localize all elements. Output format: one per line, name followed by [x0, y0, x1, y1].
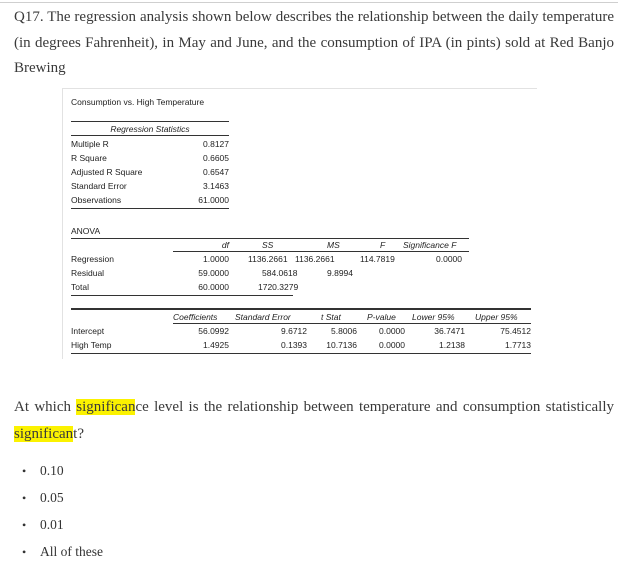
anova-cell: 59.0000 — [198, 268, 229, 278]
stat-label: Adjusted R Square — [71, 167, 143, 177]
anova-cell: 60.0000 — [198, 282, 229, 292]
bullet-icon: • — [22, 518, 27, 532]
stat-label: Observations — [71, 195, 122, 205]
anova-cell: 9.8994 — [327, 268, 353, 278]
regression-output-table — [62, 88, 537, 359]
anova-header: Significance F — [403, 240, 457, 250]
coef-cell: 75.4512 — [500, 326, 531, 336]
bullet-icon: • — [22, 464, 27, 478]
stat-value: 3.1463 — [203, 181, 229, 191]
coef-row-label: High Temp — [71, 340, 112, 350]
stat-label: Standard Error — [71, 181, 127, 191]
stat-value: 61.0000 — [198, 195, 229, 205]
coef-header: Coefficients — [173, 312, 218, 322]
bullet-icon: • — [22, 545, 27, 559]
bullet-icon: • — [22, 491, 27, 505]
anova-cell: 1136.2661 — [248, 254, 288, 264]
question-prompt — [14, 394, 614, 448]
coef-cell: 0.0000 — [379, 340, 405, 350]
coef-cell: 10.7136 — [326, 340, 357, 350]
anova-cell: 1.0000 — [203, 254, 229, 264]
coef-header: P-value — [367, 312, 396, 322]
coef-cell: 1.7713 — [505, 340, 531, 350]
search-highlight: significan — [14, 426, 74, 442]
anova-header: MS — [327, 240, 340, 250]
option-label: 0.01 — [40, 517, 64, 532]
top-divider — [0, 2, 618, 3]
anova-title: ANOVA — [71, 226, 101, 236]
stat-value: 0.6547 — [203, 167, 229, 177]
coef-cell: 0.0000 — [379, 326, 405, 336]
anova-row-label: Regression — [71, 254, 114, 264]
anova-cell: 114.7819 — [360, 254, 395, 264]
coef-header: Lower 95% — [412, 312, 455, 322]
search-highlight: significan — [76, 399, 136, 415]
answer-options — [22, 462, 103, 570]
coef-cell: 36.7471 — [434, 326, 465, 336]
coef-header: t Stat — [321, 312, 341, 322]
coef-header: Standard Error — [235, 312, 291, 322]
prompt-text: ce level is the relationship between temperature and consumption statistically — [135, 399, 614, 415]
anova-header: df — [221, 240, 229, 250]
anova-row-label: Residual — [71, 268, 105, 278]
coef-row-label: Intercept — [71, 326, 105, 336]
stat-label: R Square — [71, 153, 107, 163]
stat-value: 0.8127 — [203, 139, 229, 149]
anova-cell: 0.0000 — [436, 254, 462, 264]
question-text: Q17. The regression analysis shown below describes the relationship between the daily temperature (in degrees Fahrenheit), in May and June, and the consumption of IPA (in pints) sold at Red Banjo Brewing — [14, 9, 614, 76]
stat-label: Multiple R — [71, 139, 109, 149]
coef-cell: 9.6712 — [281, 326, 307, 336]
anova-cell: 1720.3279 — [258, 282, 299, 292]
prompt-text: At which — [14, 399, 77, 415]
anova-cell: 1136.2661 — [295, 254, 335, 264]
anova-cell: 584.0618 — [262, 268, 298, 278]
answer-option[interactable] — [22, 462, 103, 489]
prompt-text: t? — [73, 426, 84, 442]
coef-header: Upper 95% — [475, 312, 518, 322]
stats-header: Regression Statistics — [110, 124, 190, 134]
option-label: 0.10 — [40, 463, 64, 478]
coef-cell: 56.0992 — [198, 326, 229, 336]
anova-row-label: Total — [71, 282, 89, 292]
answer-option[interactable] — [22, 543, 103, 570]
option-label: All of these — [40, 544, 103, 559]
regression-title: Consumption vs. High Temperature — [71, 97, 205, 107]
anova-header: SS — [262, 240, 274, 250]
answer-option[interactable] — [22, 516, 103, 543]
coef-cell: 1.4925 — [203, 340, 229, 350]
coef-cell: 5.8006 — [331, 326, 357, 336]
stat-value: 0.6605 — [203, 153, 229, 163]
coef-cell: 1.2138 — [439, 340, 465, 350]
coef-cell: 0.1393 — [281, 340, 307, 350]
answer-option[interactable] — [22, 489, 103, 516]
option-label: 0.05 — [40, 490, 64, 505]
anova-header: F — [380, 240, 386, 250]
